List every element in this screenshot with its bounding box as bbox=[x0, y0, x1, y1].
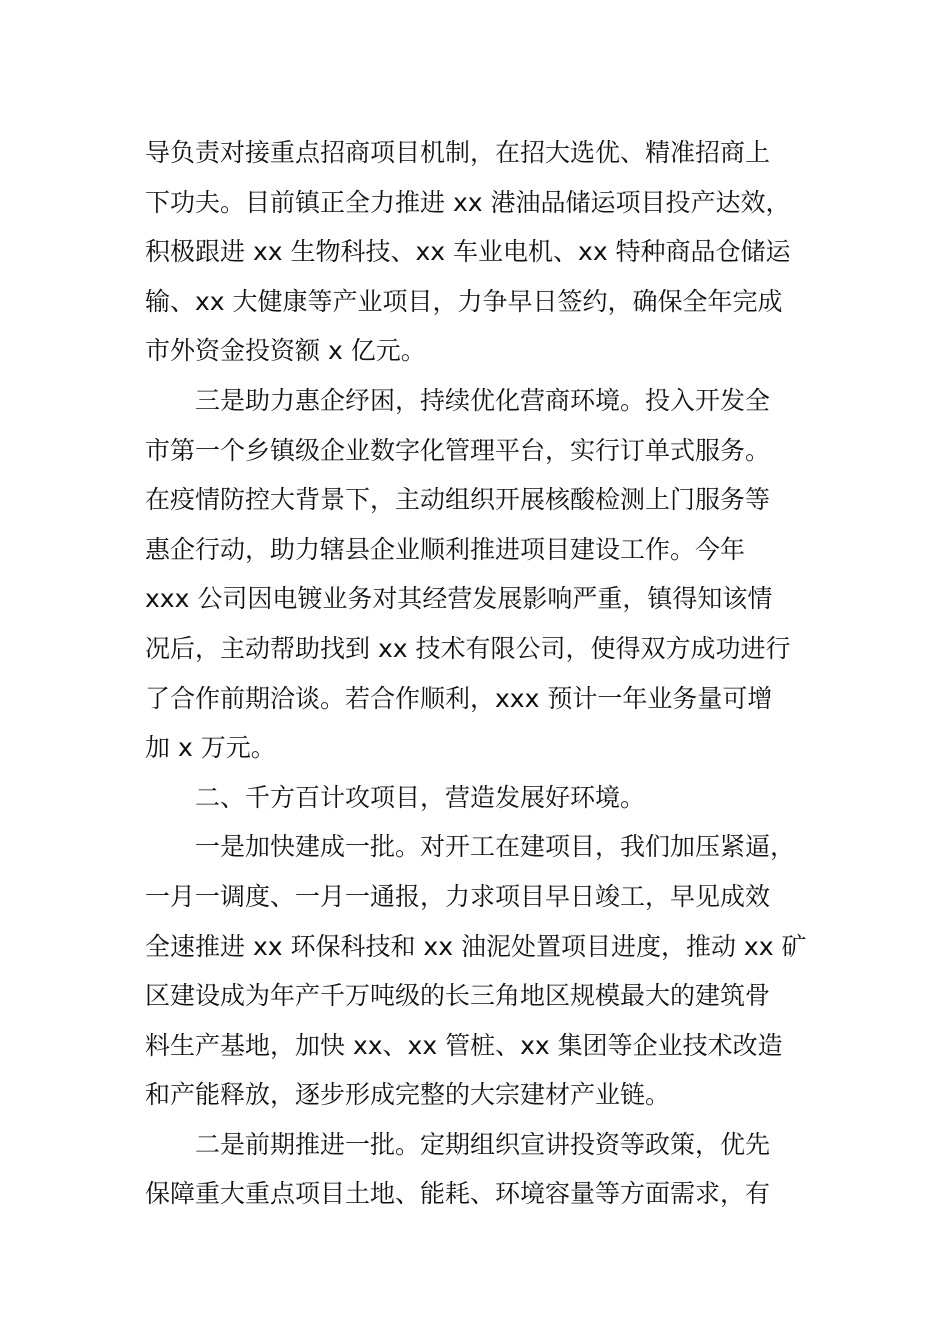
text-line: 二是前期推进一批。定期组织宣讲投资等政策，优先 bbox=[195, 1129, 771, 1159]
text-line: 了合作前期洽谈。若合作顺利，xxx 预计一年业务量可增 bbox=[145, 683, 773, 713]
text-line: 惠企行动，助力辖县企业顺利推进项目建设工作。今年 bbox=[145, 534, 746, 564]
text-line: 市第一个乡镇级企业数字化管理平台，实行订单式服务。 bbox=[145, 435, 771, 465]
text-line: 一是加快建成一批。对开工在建项目，我们加压紧逼， bbox=[195, 832, 796, 862]
text-line: 导负责对接重点招商项目机制，在招大选优、精准招商上 bbox=[145, 138, 771, 167]
text-line: 三是助力惠企纾困，持续优化营商环境。投入开发全 bbox=[195, 385, 771, 415]
text-line: 况后，主动帮助找到 xx 技术有限公司，使得双方成功进行 bbox=[145, 633, 791, 663]
text-line: 全速推进 xx 环保科技和 xx 油泥处置项目进度，推动 xx 矿 bbox=[145, 931, 807, 961]
text-line: 料生产基地，加快 xx、xx 管桩、xx 集团等企业技术改造 bbox=[145, 1030, 783, 1060]
text-line: 加 x 万元。 bbox=[145, 733, 276, 763]
text-line: 保障重大重点项目土地、能耗、环境容量等方面需求，有 bbox=[145, 1179, 771, 1209]
text-line: 和产能释放，逐步形成完整的大宗建材产业链。 bbox=[145, 1080, 671, 1110]
text-line: 二、千方百计攻项目，营造发展好环境。 bbox=[195, 782, 646, 812]
text-line: 在疫情防控大背景下，主动组织开展核酸检测上门服务等 bbox=[145, 485, 771, 515]
document-body bbox=[145, 128, 815, 1219]
text-line: xxx 公司因电镀业务对其经营发展影响严重，镇得知该情 bbox=[145, 584, 773, 614]
text-line: 区建设成为年产千万吨级的长三角地区规模最大的建筑骨 bbox=[145, 981, 771, 1011]
text-line: 下功夫。目前镇正全力推进 xx 港油品储运项目投产达效， bbox=[145, 187, 791, 217]
text-line: 积极跟进 xx 生物科技、xx 车业电机、xx 特种商品仓储运 bbox=[145, 237, 791, 267]
text-line: 市外资金投资额 x 亿元。 bbox=[145, 336, 426, 366]
text-line: 一月一调度、一月一通报，力求项目早日竣工，早见成效 bbox=[145, 881, 771, 911]
text-line: 输、xx 大健康等产业项目，力争早日签约，确保全年完成 bbox=[145, 286, 783, 316]
